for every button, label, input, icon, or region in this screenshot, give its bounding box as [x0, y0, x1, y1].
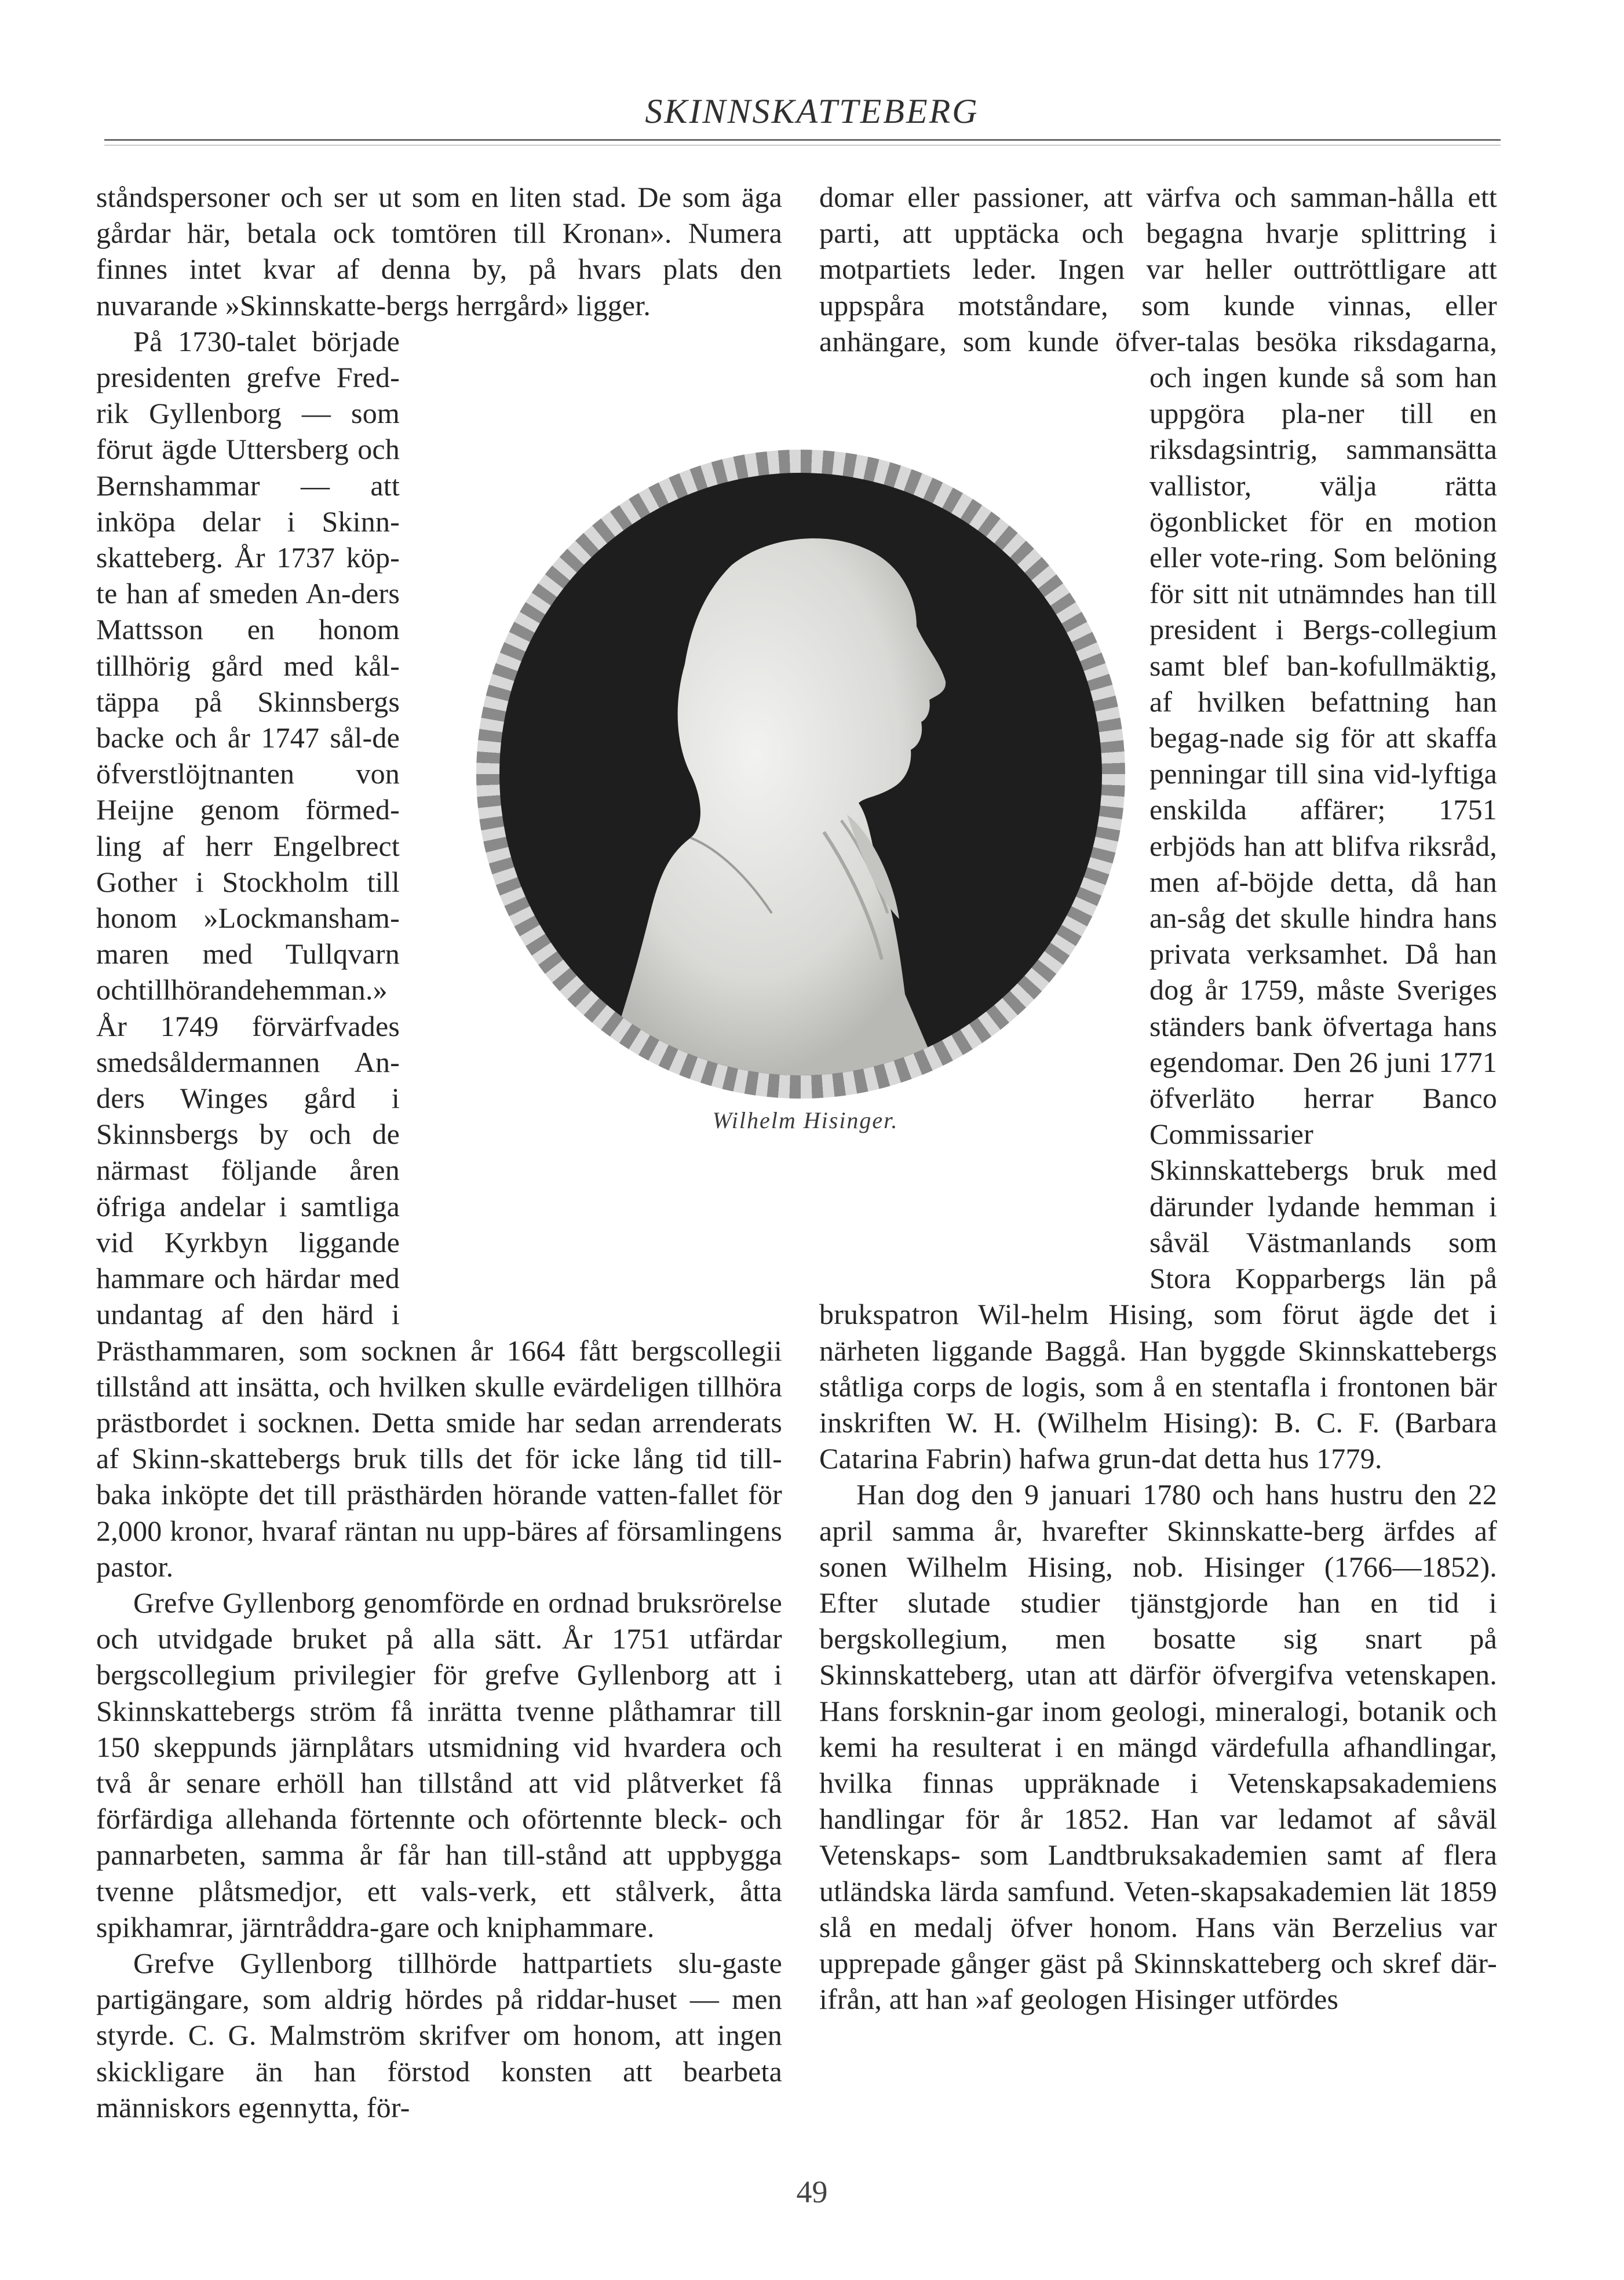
left-column	[96, 179, 782, 2125]
bust-relief-icon	[499, 473, 1102, 1075]
page-number: 49	[796, 2175, 828, 2209]
figure-caption: Wilhelm Hisinger.	[712, 1107, 899, 1133]
portrait-medallion	[476, 450, 1125, 1099]
paragraph: Grefve Gyllenborg genomförde en ordnad bruksrörelse och utvidgade bruket på alla sätt. År 1751 utfärdar bergscollegium privilegier för grefve Gyllenborg att i Skinnskattebergs ström få inrätta tvenne plåthamrar till 150 skeppunds järnplåtars utsmidning vid hvardera och två år senare erhöll han tillstånd att vid plåtverket få förfärdiga allehanda förtennte och oförtennte bleck- och pannarbeten, samma år får han till-stånd att uppbygga tvenne plåtsmedjor, ett vals-verk, ett stålverk, åtta spikhamrar, järntråddra-gare och kniphammare.	[96, 1586, 782, 1943]
paragraph: Grefve Gyllenborg tillhörde hattpartiets slu-gaste partigängare, som aldrig hördes på riddar-huset — men styrde. C. G. Malmström skrifver om honom, att ingen skickligare än han förstod konsten att bearbeta människors egennytta, för-	[96, 1946, 782, 2124]
paragraph: Han dog den 9 januari 1780 och hans hustru den 22 april samma år, hvarefter Skinnskatte-berg ärfdes af sonen Wilhelm Hising, nob. Hisinger (1766—1852). Efter slutade studier tjänstgjorde han en tid i bergskollegium, men bosatte sig snart på Skinnskatteberg, utan att därför öfvergifva vetenskapen. Hans forsknin-gar inom geologi, mineralogi, botanik och kemi ha resulterat i en mängd värdefulla afhandlingar, hvilka finnas uppräknade i Vetenskapsakademiens handlingar för år 1852. Han var ledamot af såväl Vetenskaps- som Landtbruksakademien samt af flera utländska lärda samfund. Veten-skapsakademien lät 1859 slå en medalj öfver honom. Hans vän Berzelius var upprepade gånger gäst på Skinnskatteberg och skref där-ifrån, att han »af geologen Hisinger utfördes	[819, 1478, 1497, 2016]
right-column	[819, 179, 1497, 2017]
portrait-image	[499, 473, 1102, 1075]
paragraph: ståndspersoner och ser ut som en liten stad. De som äga gårdar här, betala ock tomtören till Kronan». Numera finnes intet kvar af denna by, på hvars plats den nuvarande »Skinnskatte-bergs herrgård» ligger.	[96, 181, 782, 322]
header-rule	[104, 139, 1501, 141]
paragraph: domar eller passioner, att värfva och samman-hålla ett parti, att upptäcka och begagna hvarje splittring i motpartiets leder. Ingen var heller outtröttligare att uppspåra motståndare, som kunde vinnas, eller anhängare, som kunde öfver-talas besöka riksdagarna, och ingen kunde så som han uppgöra pla-ner till en riksdagsintrig, sammansätta vallistor, välja rätta ögonblicket för en motion eller vote-ring. Som belöning för sitt nit utnämndes han till president i Bergs-collegium samt blef ban-kofullmäktig, af hvilken befattning han begag-nade sig för att skaffa penningar till sina vid-lyftiga enskilda affärer; 1751 erbjöds han att blifva riksråd, men af-böjde detta, då han an-såg det skulle hindra hans privata verksamhet. Då han dog år 1759, måste Sveriges ständers bank öfvertaga hans egendomar. Den 26 juni 1771 öfverläto herrar Banco Commissarier Skinnskattebergs bruk med därunder lydande hemman i såväl Västmanlands som Stora Kopparbergs län på brukspatron Wil-helm Hising, som förut ägde det i närheten liggande Baggå. Han byggde Skinnskattebergs ståtliga corps de logis, som å en stentafla i frontonen bär inskriften W. H. (Wilhelm Hising): B. C. F. (Barbara Catarina Fabrin) hafwa grun-dat detta hus 1779.	[819, 181, 1497, 1475]
running-title: SKINNSKATTEBERG	[645, 92, 979, 130]
paragraph: På 1730-talet började presidenten grefve Fred-rik Gyllenborg — som förut ägde Uttersberg och Bernshammar — att inköpa delar i Skinn-skatteberg. År 1737 köp-te han af smeden An-ders Mattsson en honom tillhörig gård med kål-täppa på Skinnsbergs backe och år 1747 sål-de öfverstlöjtnanten von Heijne genom förmed-ling af herr Engelbrect Gother i Stockholm till honom »Lockmansham-maren med Tullqvarn ochtillhörandehemman.» År 1749 förvärfvades smedsåldermannen An-ders Winges gård i Skinnsbergs by och de närmast följande åren öfriga andelar i samtliga vid Kyrkbyn liggande hammare och härdar med undantag af den härd i Prästhammaren, som socknen år 1664 fått bergscollegii tillstånd att insätta, och hvilken skulle evärdeligen tillhöra prästbordet i socknen. Detta smide har sedan arrenderats af Skinn-skattebergs bruk tills det för icke lång tid till-baka inköpte det till prästhärden hörande vatten-fallet för 2,000 kronor, hvaraf räntan nu upp-bäres af församlingens pastor.	[96, 324, 782, 1583]
